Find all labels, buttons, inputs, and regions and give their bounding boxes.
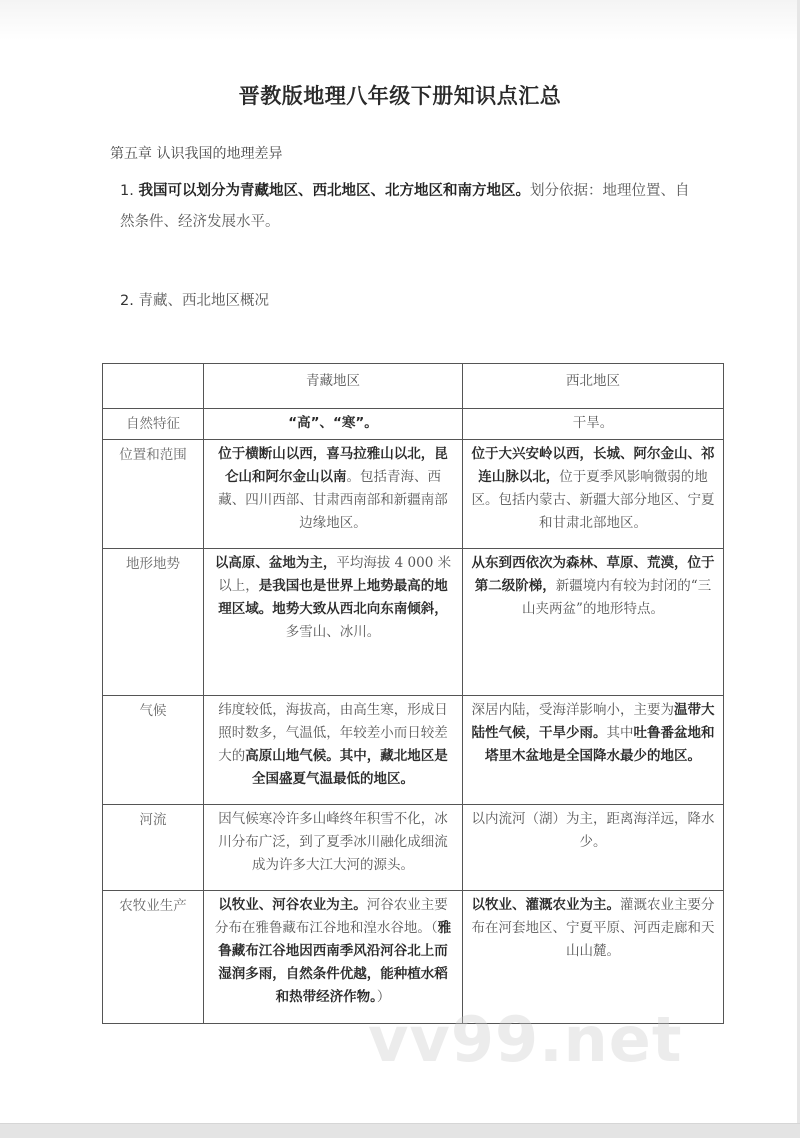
row-label-cell: 位置和范围 [103, 440, 204, 549]
bold-text-segment: 从东到西依次为森林、草原、荒漠，位于第二级阶梯， [471, 555, 715, 594]
table-row [103, 891, 724, 1024]
table-row [103, 549, 724, 696]
header-cell-empty [103, 364, 204, 409]
cell-xibei [463, 805, 724, 891]
bold-text-segment: 温带大陆性气候，干旱少雨。 [471, 702, 715, 741]
text-segment: 其中 [606, 725, 634, 741]
point-1-paragraph [120, 176, 700, 238]
cell-xibei [463, 409, 724, 440]
table-row [103, 805, 724, 891]
text-segment: 因气候寒冷许多山峰终年积雪不化，冰川分布广泛，到了夏季冰川融化成细流成为许多大江大河的源头。 [218, 811, 448, 873]
bold-text-segment: 以高原、盆地为主， [214, 555, 337, 571]
bold-text-segment: 雅鲁藏布江谷地因西南季风沿河谷北上而湿润多雨，自然条件优越，能种植水稻和热带经济作物。 [218, 920, 452, 1005]
row-label-cell: 气候 [103, 696, 204, 805]
text-segment: 平均海拔 4 000 米以上， [218, 555, 452, 594]
table-row [103, 696, 724, 805]
bold-text-segment: 高原山地气候。其中，藏北地区是全国盛夏气温最低的地区。 [245, 748, 448, 787]
header-cell-xibei: 西北地区 [463, 364, 724, 409]
cell-qingzang [204, 805, 463, 891]
row-label-cell: 农牧业生产 [103, 891, 204, 1024]
text-segment: 河谷农业主要分布在雅鲁藏布江谷地和湟水谷地。（ [214, 897, 448, 936]
bold-text-segment: 位于横断山以西，喜马拉雅山以北，昆仑山和阿尔金山以南 [218, 446, 448, 485]
cell-qingzang [204, 440, 463, 549]
text-segment: 纬度较低，海拔高，由高生寒，形成日照时数多，气温低，年较差小而日较差大的 [218, 702, 448, 764]
row-label-cell: 河流 [103, 805, 204, 891]
cell-qingzang [204, 549, 463, 696]
table-row [103, 409, 724, 440]
row-label-cell: 地形地势 [103, 549, 204, 696]
region-comparison-table [102, 363, 724, 1024]
table-header-row [103, 364, 724, 409]
point-1-normal-text: 划分依据：地理位置、自然条件、经济发展水平。 [120, 183, 690, 230]
text-segment: ） [376, 989, 391, 1005]
text-segment: 位于夏季风影响微弱的地区。包括内蒙古、新疆大部分地区、宁夏和甘肃北部地区。 [471, 469, 715, 531]
bold-text-segment: 吐鲁番盆地和塔里木盆地是全国降水最少的地区。 [485, 725, 715, 764]
text-segment: 深居内陆，受海洋影响小，主要为 [471, 702, 674, 718]
text-segment: 新疆境内有较为封闭的“三山夹两盆”的地形特点。 [522, 578, 712, 617]
text-segment: 多雪山、冰川。 [285, 624, 381, 640]
watermark: vv99.net [368, 1003, 683, 1076]
header-cell-qingzang: 青藏地区 [204, 364, 463, 409]
page-bottom-bar [0, 1123, 800, 1138]
point-2-text: 青藏、西北地区概况 [138, 293, 269, 309]
text-segment: 灌溉农业主要分布在河套地区、宁夏平原、河西走廊和天山山麓。 [471, 897, 715, 959]
page-top-shade [0, 0, 800, 40]
cell-xibei [463, 440, 724, 549]
bold-text-segment: 以牧业、河谷农业为主。 [218, 897, 367, 913]
row-label-cell: 自然特征 [103, 409, 204, 440]
cell-qingzang [204, 696, 463, 805]
cell-xibei [463, 891, 724, 1024]
text-segment: 以内流河（湖）为主，距离海洋远，降水少。 [471, 811, 715, 850]
cell-xibei [463, 549, 724, 696]
cell-qingzang [204, 409, 463, 440]
point-2-number: 2. [120, 293, 134, 309]
table-row [103, 440, 724, 549]
text-segment: 。包括青海、西藏、四川西部、甘肃西南部和新疆南部边缘地区。 [218, 469, 448, 531]
text-segment: 干旱。 [572, 415, 614, 431]
cell-xibei [463, 696, 724, 805]
point-2-heading [120, 286, 700, 317]
point-1-number: 1. [120, 183, 134, 199]
bold-text-segment: “高”、“寒”。 [288, 415, 378, 431]
bold-text-segment: 以牧业、灌溉农业为主。 [471, 897, 620, 913]
bold-text-segment: 位于大兴安岭以西，长城、阿尔金山、祁连山脉以北， [471, 446, 715, 485]
bold-text-segment: 是我国也是世界上地势最高的地理区域。地势大致从西北向东南倾斜， [218, 578, 448, 617]
document-title: 晋教版地理八年级下册知识点汇总 [238, 84, 562, 108]
chapter-heading: 第五章 认识我国的地理差异 [110, 146, 283, 162]
point-1-bold-text: 我国可以划分为青藏地区、西北地区、北方地区和南方地区。 [138, 183, 530, 199]
cell-qingzang [204, 891, 463, 1024]
